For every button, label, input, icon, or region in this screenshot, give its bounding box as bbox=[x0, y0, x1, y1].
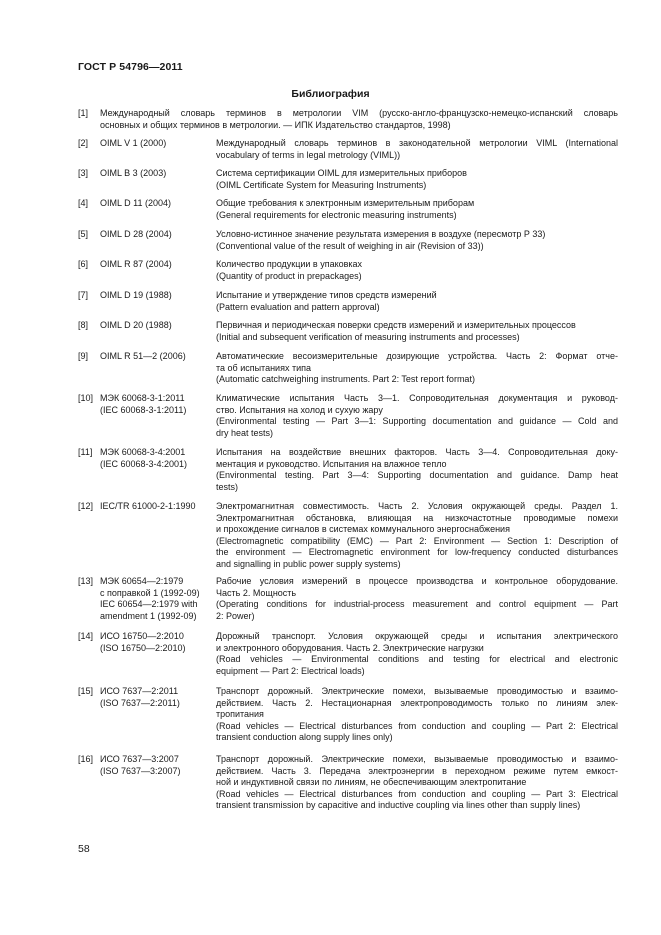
entry-code-line: OIML D 19 (1988) bbox=[100, 290, 172, 300]
entry-description-line: Испытания на воздействие внешних факторов. Часть 3—4. Сопроводительная доку- bbox=[216, 447, 618, 457]
entry-description-line: (Electromagnetic compatibility (EMC) — Part 2: Environment — Section 1: Description of bbox=[216, 535, 618, 546]
entry-code bbox=[100, 259, 216, 271]
entry-description bbox=[216, 501, 618, 570]
entry-description-line: (Pattern evaluation and pattern approval) bbox=[216, 301, 380, 312]
entry-number: [16] bbox=[78, 754, 94, 764]
entry-description-line: тропитания bbox=[216, 709, 264, 719]
entry-description-line: (Road vehicles — Electrical disturbances from conduction and coupling — Part 3: Electrical bbox=[216, 788, 618, 799]
entry-code bbox=[100, 351, 216, 363]
entry-description-line: Испытание и утверждение типов средств измерений bbox=[216, 290, 437, 300]
entry-description-line: Общие требования к электронным измерительным приборам bbox=[216, 198, 475, 208]
entry-description-line: dry heat tests) bbox=[216, 427, 274, 438]
entry-code bbox=[100, 198, 216, 210]
entry-code bbox=[100, 501, 216, 513]
entry-description-line: the environment — Electromagnetic environment for low-frequency conducted disturbances bbox=[216, 547, 618, 557]
entry-code bbox=[100, 686, 216, 709]
entry-description-line: Транспорт дорожный. Электрические помехи, вызываемые проводимостью и взаимо- bbox=[216, 686, 618, 696]
entry-code-line: МЭК 60068-3-1:2011 bbox=[100, 393, 185, 403]
entry-description-line: tests) bbox=[216, 481, 239, 492]
entry-description bbox=[216, 198, 618, 221]
entry-description-line: (General requirements for electronic measuring instruments) bbox=[216, 209, 457, 220]
entry-code-line: с поправкой 1 (1992-09) bbox=[100, 587, 200, 598]
entry-description-line: действием. Часть 3. Передача электроэнергии в переходном режиме путем емкост- bbox=[216, 765, 618, 776]
entry-code-line: ИСО 7637—2:2011 bbox=[100, 686, 179, 696]
entry-code-line: (ISO 7637—2:2011) bbox=[100, 697, 180, 708]
entry-description-line: (Operating conditions for industrial-process measurement and control equipment — Part bbox=[216, 599, 618, 609]
entry-description-line: transient conduction along supply lines only) bbox=[216, 732, 393, 742]
entry-description-line: Условно-истинное значение результата измерения в воздухе (пересмотр Р 33) bbox=[216, 229, 546, 239]
entry-description-line: Электромагнитная обстановка, влияющая на низкочастотные проводимые помехи bbox=[216, 512, 618, 523]
entry-code bbox=[100, 754, 216, 777]
entry-description bbox=[216, 229, 618, 252]
entry-number: [13] bbox=[78, 576, 94, 586]
entry-code bbox=[100, 290, 216, 302]
entry-code-line: (ISO 16750—2:2010) bbox=[100, 642, 186, 653]
entry-number: [12] bbox=[78, 501, 94, 511]
entry-description bbox=[216, 447, 618, 493]
entry-description bbox=[100, 108, 618, 131]
entry-number: [9] bbox=[78, 351, 89, 361]
entry-description-line: equipment — Part 2: Electrical loads) bbox=[216, 665, 365, 676]
entry-code-line: (ISO 7637—3:2007) bbox=[100, 765, 181, 776]
entry-code-line: OIML R 87 (2004) bbox=[100, 259, 172, 269]
entry-description-line: Климатические испытания Часть 3—1. Сопроводительная документация и руковод- bbox=[216, 393, 618, 403]
entry-code bbox=[100, 138, 216, 150]
entry-description-line: (Road vehicles — Environmental conditions and testing for electrical and electronic bbox=[216, 654, 618, 664]
entry-code-line: (IEC 60068-3-1:2011) bbox=[100, 404, 187, 415]
entry-code-line: ИСО 7637—3:2007 bbox=[100, 754, 179, 764]
entry-description bbox=[216, 754, 618, 812]
entry-number: [10] bbox=[78, 393, 94, 403]
entry-description-line: (Initial and subsequent verification of measuring instruments and processes) bbox=[216, 331, 520, 342]
entry-description-line: Часть 2. Мощность bbox=[216, 587, 297, 598]
entry-code-line: МЭК 60068-3-4:2001 bbox=[100, 447, 186, 457]
entry-description-line: Международный словарь терминов в метрологии VIM (русско-англо-французско-немецко-испанский словарь bbox=[100, 108, 618, 118]
entry-description-line: Дорожный транспорт. Условия окружающей среды и испытания электрического bbox=[216, 631, 618, 641]
entry-description-line: и электронного оборудования. Часть 2. Электрические нагрузки bbox=[216, 642, 484, 653]
entry-code bbox=[100, 576, 216, 622]
entry-code-line: OIML R 51—2 (2006) bbox=[100, 351, 186, 361]
entry-code-line: OIML V 1 (2000) bbox=[100, 138, 167, 148]
entry-code-line: (IEC 60068-3-4:2001) bbox=[100, 458, 188, 469]
entry-code bbox=[100, 631, 216, 654]
entry-code-line: ИСО 16750—2:2010 bbox=[100, 631, 184, 641]
entry-number: [15] bbox=[78, 686, 94, 696]
entry-description-line: vocabulary of terms in legal metrology (VIML)) bbox=[216, 149, 401, 160]
entry-description-line: (Environmental testing — Part 3—1: Supporting documentation and guidance — Cold and bbox=[216, 416, 618, 426]
entry-code-line: OIML D 11 (2004) bbox=[100, 198, 172, 208]
entry-number: [4] bbox=[78, 198, 89, 208]
entry-code-line: IEC/TR 61000-2-1:1990 bbox=[100, 501, 196, 511]
entry-description bbox=[216, 138, 618, 161]
entry-description-line: Система сертификации OIML для измерительных приборов bbox=[216, 168, 467, 178]
entry-description-line: (OIML Certificate System for Measuring Instruments) bbox=[216, 179, 427, 190]
entry-number: [14] bbox=[78, 631, 94, 641]
entry-description bbox=[216, 576, 618, 622]
entry-description-line: (Road vehicles — Electrical disturbances from conduction and coupling — Part 2: Electrical bbox=[216, 720, 618, 731]
entry-description-line: та об испытаниях типа bbox=[216, 362, 311, 373]
entry-description-line: действием. Часть 2. Нестационарная электропроводимость только по линиям элек- bbox=[216, 697, 618, 708]
bibliography-title: Библиография bbox=[291, 88, 370, 100]
entry-description-line: Транспорт дорожный. Электрические помехи, вызываемые проводимостью и взаимо- bbox=[216, 754, 618, 764]
entry-code-line: МЭК 60654—2:1979 bbox=[100, 576, 184, 586]
entry-description bbox=[216, 290, 618, 313]
entry-code bbox=[100, 393, 216, 416]
entry-code-line: amendment 1 (1992-09) bbox=[100, 610, 197, 621]
entry-number: [7] bbox=[78, 290, 89, 300]
entry-number: [11] bbox=[78, 447, 93, 457]
entry-description bbox=[216, 320, 618, 343]
entry-code bbox=[100, 168, 216, 180]
entry-description-line: Электромагнитная совместимость. Часть 2. Условия окружающей среды. Раздел 1. bbox=[216, 501, 618, 511]
entry-description-line: и прохождение сигналов в системах коммунального энергоснабжения bbox=[216, 524, 510, 534]
entry-description bbox=[216, 351, 618, 386]
entry-description-line: Первичная и периодическая поверки средств измерений и измерительных процессов bbox=[216, 320, 576, 330]
entry-description-line: Рабочие условия измерений в процессе производства и контрольное оборудование. bbox=[216, 576, 618, 586]
entry-description bbox=[216, 168, 618, 191]
entry-description-line: ство. Испытания на холод и сухую жару bbox=[216, 404, 383, 415]
entry-description bbox=[216, 393, 618, 439]
entry-description-line: (Environmental testing. Part 3—4: Supporting documentation and guidance. Damp heat bbox=[216, 470, 618, 480]
entry-number: [2] bbox=[78, 138, 89, 148]
entry-code-line: OIML D 28 (2004) bbox=[100, 229, 172, 239]
entry-description-line: ной и индуктивной связи по линиям, не обеспечивающим электропитание bbox=[216, 777, 527, 787]
entry-code bbox=[100, 320, 216, 332]
entry-code-line: OIML B 3 (2003) bbox=[100, 168, 167, 178]
page-number: 58 bbox=[78, 843, 90, 855]
entry-description-line: (Automatic catchweighing instruments. Part 2: Test report format) bbox=[216, 374, 475, 384]
entry-number: [3] bbox=[78, 168, 89, 178]
entry-description-line: (Quantity of product in prepackages) bbox=[216, 270, 362, 281]
entry-description-line: ментация и руководство. Испытания на влажное тепло bbox=[216, 458, 447, 469]
entry-code-line: OIML D 20 (1988) bbox=[100, 320, 172, 330]
entry-description-line: Международный словарь терминов в законодательной метрологии VIML (International bbox=[216, 138, 618, 148]
standard-header: ГОСТ Р 54796—2011 bbox=[78, 61, 183, 73]
entry-code bbox=[100, 447, 216, 470]
entry-description-line: 2: Power) bbox=[216, 610, 255, 621]
entry-description-line: Количество продукции в упаковках bbox=[216, 259, 363, 269]
entry-description bbox=[216, 631, 618, 677]
entry-description bbox=[216, 686, 618, 744]
entry-number: [8] bbox=[78, 320, 89, 330]
entry-description bbox=[216, 259, 618, 282]
entry-number: [6] bbox=[78, 259, 89, 269]
entry-description-line: основных и общих терминов в метрологии. — ИПК Издательство стандартов, 1998) bbox=[100, 119, 451, 130]
entry-number: [5] bbox=[78, 229, 89, 239]
entry-code bbox=[100, 229, 216, 241]
entry-code-line: IEC 60654—2:1979 with bbox=[100, 599, 198, 609]
entry-number: [1] bbox=[78, 108, 89, 118]
entry-description-line: (Conventional value of the result of weighing in air (Revision of 33)) bbox=[216, 240, 484, 251]
entry-description-line: and signalling in public power supply systems) bbox=[216, 558, 401, 569]
entry-description-line: transient transmission by capacitive and inductive coupling via lines other than supply lines) bbox=[216, 800, 581, 810]
entry-description-line: Автоматические весоизмерительные дозирующие устройства. Часть 2: Формат отче- bbox=[216, 351, 618, 361]
